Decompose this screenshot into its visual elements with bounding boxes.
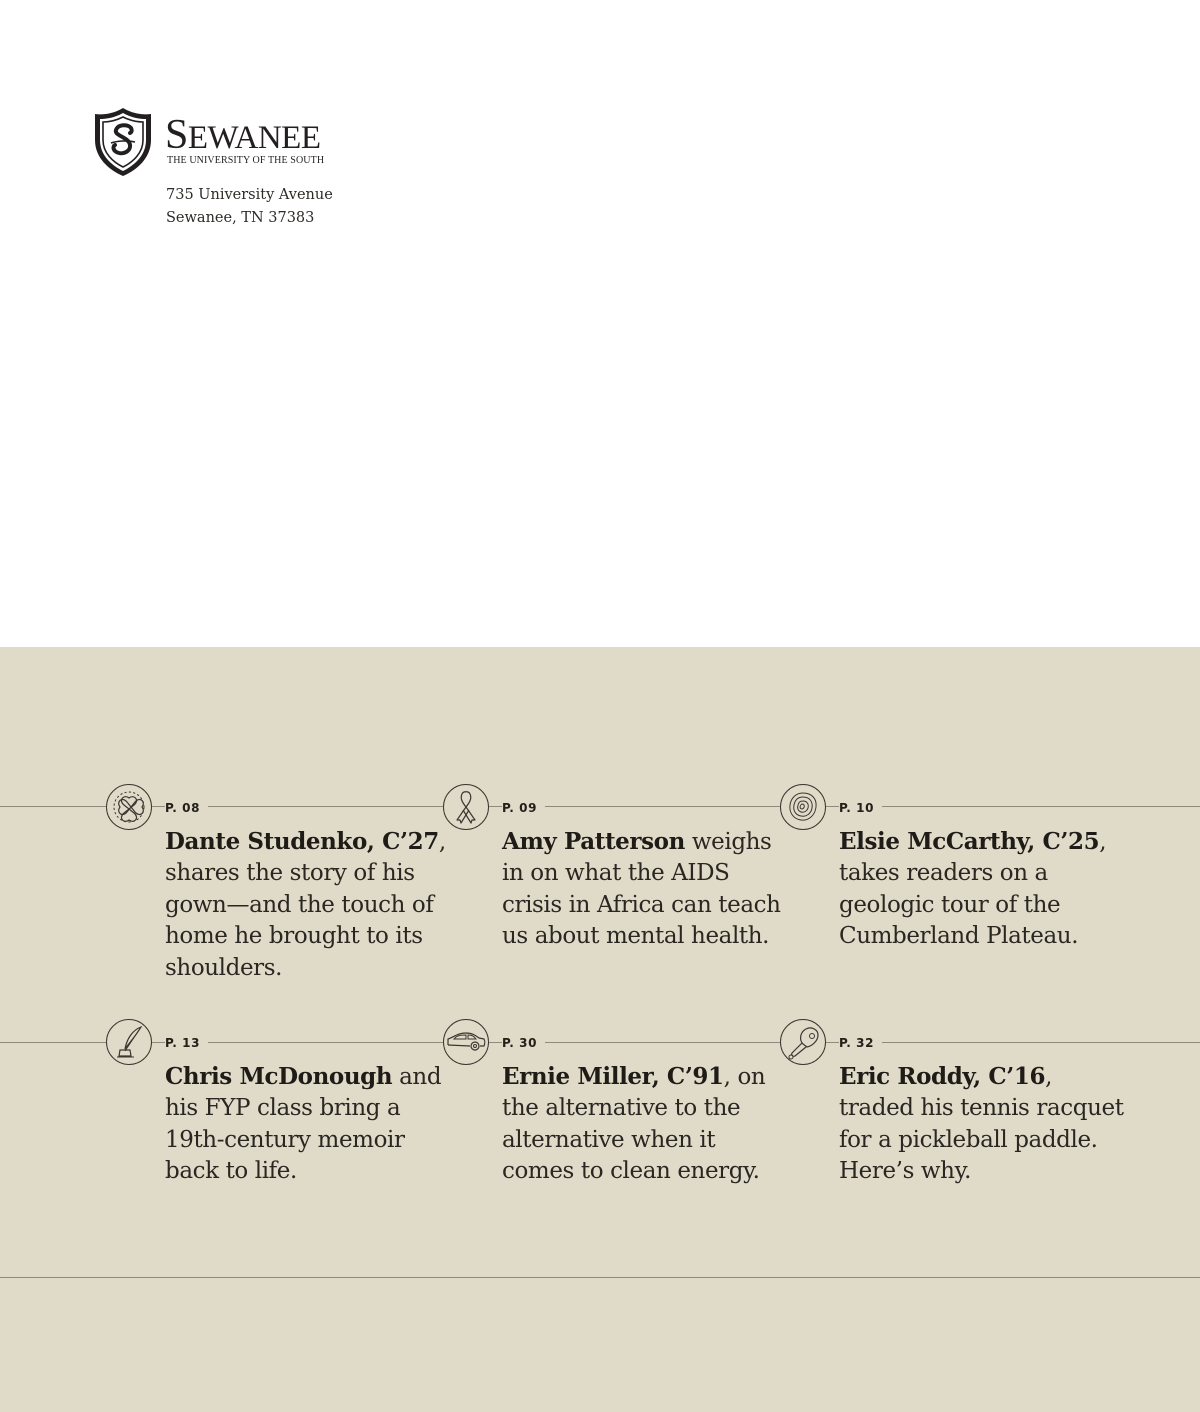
feature-blurb (502, 826, 792, 953)
logo-word-rest: EWANEE (187, 120, 321, 156)
name-punctuation: , (438, 829, 446, 855)
feature-person-name: Chris McDonough (165, 1063, 393, 1090)
feature-description: weighs in on what the AIDS crisis in Africa can teach us about mental health. (502, 829, 781, 950)
features-panel (0, 647, 1200, 1412)
feature-blurb (165, 1061, 455, 1188)
feature-description: traded his tennis racquet for a pickleball paddle. Here’s why. (839, 1095, 1124, 1185)
page-number-label: P. 10 (839, 801, 882, 815)
feature-person-name: Amy Patterson (502, 828, 685, 855)
feature-blurb (839, 1061, 1129, 1188)
page-number-label: P. 30 (502, 1036, 545, 1050)
shield-s-crest-icon (93, 106, 153, 178)
bottom-divider (0, 1277, 1200, 1278)
name-punctuation: , (1045, 1064, 1053, 1090)
feature-description: and his FYP class bring a 19th-century memoir back to life. (165, 1064, 442, 1185)
feature-description: takes readers on a geologic tour of the Cumberland Plateau. (839, 860, 1079, 950)
feature-item (443, 1019, 766, 1229)
celtic-knot-icon (106, 784, 152, 830)
mailing-address (166, 184, 333, 230)
topographic-contour-icon (780, 784, 826, 830)
feature-blurb (839, 826, 1129, 953)
page-number-label: P. 09 (502, 801, 545, 815)
page-number-label: P. 08 (165, 801, 208, 815)
feature-person-name: Elsie McCarthy, C’25 (839, 828, 1100, 855)
feature-blurb (502, 1061, 792, 1188)
awareness-ribbon-icon (443, 784, 489, 830)
feature-person-name: Ernie Miller, C’91 (502, 1063, 724, 1090)
feature-description: on the alternative to the alternative when it comes to clean energy. (502, 1064, 766, 1185)
feature-person-name: Dante Studenko, C’27 (165, 828, 439, 855)
sewanee-logo-block (93, 104, 393, 234)
feature-item (780, 1019, 1124, 1229)
quill-inkwell-icon (106, 1019, 152, 1065)
name-punctuation: , (1099, 829, 1107, 855)
feature-description: shares the story of his gown—and the touch of home he brought to its shoulders. (165, 860, 434, 981)
logo-tagline: THE UNIVERSITY OF THE SOUTH (167, 155, 325, 166)
feature-item (106, 1019, 442, 1229)
feature-blurb (165, 826, 455, 984)
page-number-label: P. 13 (165, 1036, 208, 1050)
feature-person-name: Eric Roddy, C’16 (839, 1063, 1046, 1090)
car-icon (443, 1019, 489, 1065)
name-punctuation: , (723, 1064, 731, 1090)
pickleball-paddle-icon (780, 1019, 826, 1065)
feature-item (780, 784, 1107, 994)
logo-wordmark (165, 114, 321, 159)
address-line-1: 735 University Avenue (166, 187, 333, 203)
logo-word-initial: S (165, 112, 188, 158)
page-number-label: P. 32 (839, 1036, 882, 1050)
address-line-2: Sewanee, TN 37383 (166, 210, 315, 226)
feature-item (443, 784, 781, 994)
feature-item (106, 784, 446, 994)
